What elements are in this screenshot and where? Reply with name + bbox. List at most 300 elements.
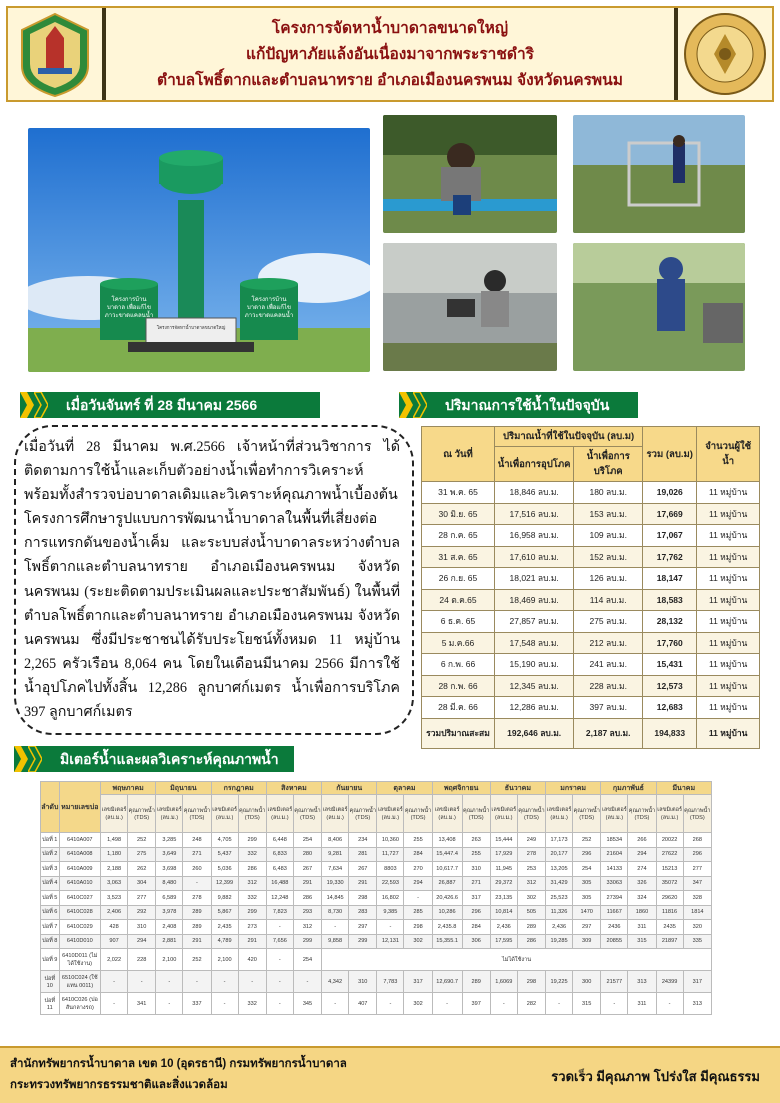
meter-subheader-tds: คุณภาพน้ำ (TDS) xyxy=(573,795,601,833)
meter-subheader-tds: คุณภาพน้ำ (TDS) xyxy=(183,795,211,833)
usage-cell: 11 หมู่บ้าน xyxy=(697,697,760,719)
meter-cell: 2435 xyxy=(656,920,683,935)
meter-month-header: มิถุนายน xyxy=(156,782,211,795)
meter-cell: ปอที่ 6 xyxy=(41,905,60,920)
usage-cell: 28,132 xyxy=(643,611,697,633)
meter-cell: 13,408 xyxy=(432,833,462,848)
meter-cell: 2,100 xyxy=(156,949,183,971)
meter-cell: 294 xyxy=(404,876,432,891)
meter-cell: 7,783 xyxy=(377,971,404,993)
meter-cell: 270 xyxy=(404,862,432,877)
meter-cell: 6410C029 xyxy=(59,920,100,935)
meter-cell: 289 xyxy=(517,920,545,935)
meter-cell: 907 xyxy=(101,934,128,949)
usage-row xyxy=(422,525,760,547)
usage-cell: 153 ลบ.ม. xyxy=(574,503,643,525)
meter-cell: 302 xyxy=(404,934,432,949)
meter-subheader-meter: เลขมิเตอร์ (ลบ.ม.) xyxy=(266,795,293,833)
meter-cell: 2,435.8 xyxy=(432,920,462,935)
meter-row xyxy=(41,971,712,993)
meter-header-row xyxy=(41,782,712,795)
meter-subheader-meter: เลขมิเตอร์ (ลบ.ม.) xyxy=(656,795,683,833)
meter-cell: 11816 xyxy=(656,905,683,920)
usage-cell: 28 ก.ค. 65 xyxy=(422,525,495,547)
meter-cell: 298 xyxy=(349,891,377,906)
meter-cell: 2,436 xyxy=(490,920,517,935)
meter-cell: 16,802 xyxy=(377,891,404,906)
meter-cell: 20855 xyxy=(601,934,628,949)
meter-cell: 302 xyxy=(517,891,545,906)
meter-cell: 278 xyxy=(517,847,545,862)
meter-row xyxy=(41,993,712,1015)
col-villages: จำนวนผู้ใช้น้ำ xyxy=(697,427,760,482)
usage-cell: 18,846 ลบ.ม. xyxy=(495,482,574,504)
meter-cell: 262 xyxy=(128,862,156,877)
meter-cell: 17,929 xyxy=(490,847,517,862)
meter-cell: 306 xyxy=(462,934,490,949)
meter-cell: 25,523 xyxy=(546,891,573,906)
meter-cell: 1,498 xyxy=(101,833,128,848)
meter-cell: 302 xyxy=(404,993,432,1015)
meter-cell: 35072 xyxy=(656,876,683,891)
meter-cell: 17,173 xyxy=(546,833,573,848)
col-total: รวม (ลบ.ม) xyxy=(643,427,697,482)
meter-cell: 312 xyxy=(293,920,321,935)
meter-cell: 248 xyxy=(183,833,211,848)
meter-cell: 8803 xyxy=(377,862,404,877)
meter-subheader-meter: เลขมิเตอร์ (ลบ.ม.) xyxy=(211,795,238,833)
usage-cell: 5 ม.ค.66 xyxy=(422,632,495,654)
meter-subheader-tds: คุณภาพน้ำ (TDS) xyxy=(293,795,321,833)
meter-cell: 11,727 xyxy=(377,847,404,862)
chevron-icon xyxy=(34,392,48,418)
usage-cell: 17,669 xyxy=(643,503,697,525)
meter-cell: 317 xyxy=(683,971,711,993)
usage-cell: 212 ลบ.ม. xyxy=(574,632,643,654)
meter-col-code: หมายเลขบ่อ xyxy=(59,782,100,833)
meter-cell: 285 xyxy=(404,905,432,920)
left-emblem xyxy=(8,8,106,100)
col-date: ณ วันที่ xyxy=(422,427,495,482)
meter-cell: 280 xyxy=(293,847,321,862)
usage-cell: 11 หมู่บ้าน xyxy=(697,525,760,547)
meter-cell: 4,342 xyxy=(322,971,349,993)
meter-month-header: ธันวาคม xyxy=(490,782,545,795)
meter-cell: 26,887 xyxy=(432,876,462,891)
meter-cell: 271 xyxy=(462,876,490,891)
usage-cell: 28 มี.ค. 66 xyxy=(422,697,495,719)
meter-cell: ปอที่ 11 xyxy=(41,993,60,1015)
meter-cell: 505 xyxy=(517,905,545,920)
meter-cell: 337 xyxy=(183,993,211,1015)
meter-cell: 10,814 xyxy=(490,905,517,920)
meter-cell: 2,188 xyxy=(101,862,128,877)
footer-agency xyxy=(10,1054,440,1096)
meter-row xyxy=(41,862,712,877)
meter-cell: - xyxy=(322,993,349,1015)
col-consume: น้ำเพื่อการอุปโภค xyxy=(495,447,574,482)
meter-cell: 255 xyxy=(462,847,490,862)
meter-cell: 12,690.7 xyxy=(432,971,462,993)
meter-cell: 286 xyxy=(293,891,321,906)
meter-cell: 31,429 xyxy=(546,876,573,891)
meter-cell: 345 xyxy=(293,993,321,1015)
usage-cell: 17,516 ลบ.ม. xyxy=(495,503,574,525)
meter-cell: 33063 xyxy=(601,876,628,891)
meter-cell: 9,385 xyxy=(377,905,404,920)
usage-banner-text: ปริมาณการใช้น้ำในปัจจุบัน xyxy=(445,397,610,413)
meter-cell: 263 xyxy=(462,833,490,848)
meter-cell: ปอที่ 2 xyxy=(41,847,60,862)
meter-cell: 6,483 xyxy=(266,862,293,877)
usage-row xyxy=(422,482,760,504)
usage-cell: 241 ลบ.ม. xyxy=(574,654,643,676)
meter-row xyxy=(41,949,712,971)
meter-month-header: กรกฎาคม xyxy=(211,782,266,795)
usage-cell: 12,683 xyxy=(643,697,697,719)
meter-cell: 27622 xyxy=(656,847,683,862)
usage-row xyxy=(422,675,760,697)
meter-cell: 332 xyxy=(238,993,266,1015)
meter-cell: 332 xyxy=(238,891,266,906)
usage-sum-cell: 194,833 xyxy=(643,718,697,748)
meter-table xyxy=(40,781,712,1015)
meter-cell: 9,281 xyxy=(322,847,349,862)
meter-banner xyxy=(14,746,294,772)
meter-cell: 310 xyxy=(128,920,156,935)
meter-cell: 234 xyxy=(349,833,377,848)
meter-subheader-meter: เลขมิเตอร์ (ลบ.ม.) xyxy=(377,795,404,833)
title-line-1: โครงการจัดหาน้ำบาดาลขนาดใหญ่ xyxy=(271,20,509,37)
meter-cell: 3,523 xyxy=(101,891,128,906)
usage-cell: 28 ก.พ. 66 xyxy=(422,675,495,697)
meter-cell: 20022 xyxy=(656,833,683,848)
meter-subheader-tds: คุณภาพน้ำ (TDS) xyxy=(404,795,432,833)
meter-cell: 11,326 xyxy=(546,905,573,920)
meter-cell: 6510C024 (ใช้แทน 0011) xyxy=(59,971,100,993)
meter-cell: 8,480 xyxy=(156,876,183,891)
usage-banner xyxy=(399,392,638,418)
meter-subheader-meter: เลขมิเตอร์ (ลบ.ม.) xyxy=(490,795,517,833)
usage-cell: 275 ลบ.ม. xyxy=(574,611,643,633)
meter-cell: 252 xyxy=(183,949,211,971)
meter-cell: 317 xyxy=(404,971,432,993)
meter-month-header: พฤษภาคม xyxy=(101,782,156,795)
usage-sum-cell: 11 หมู่บ้าน xyxy=(697,718,760,748)
meter-cell: 284 xyxy=(404,847,432,862)
meter-cell: 6410D010 xyxy=(59,934,100,949)
meter-cell: 326 xyxy=(628,876,656,891)
meter-cell: 10,617.7 xyxy=(432,862,462,877)
meter-cell: - xyxy=(266,949,293,971)
usage-cell: 11 หมู่บ้าน xyxy=(697,611,760,633)
meter-cell: 21897 xyxy=(656,934,683,949)
meter-cell: - xyxy=(183,971,211,993)
meter-cell: 2,436 xyxy=(546,920,573,935)
meter-cell: - xyxy=(266,920,293,935)
meter-cell: - xyxy=(266,993,293,1015)
meter-subheader-tds: คุณภาพน้ำ (TDS) xyxy=(628,795,656,833)
meter-cell: 298 xyxy=(404,920,432,935)
meter-cell: 1,180 xyxy=(101,847,128,862)
usage-cell: 11 หมู่บ้าน xyxy=(697,503,760,525)
meter-cell: 267 xyxy=(349,862,377,877)
usage-cell: 11 หมู่บ้าน xyxy=(697,632,760,654)
usage-cell: 18,147 xyxy=(643,568,697,590)
meter-cell: 273 xyxy=(238,920,266,935)
meter-cell: 2,408 xyxy=(156,920,183,935)
meter-cell: - xyxy=(128,971,156,993)
meter-cell: 281 xyxy=(349,847,377,862)
footer-line-2: กระทรวงทรัพยากรธรรมชาติและสิ่งแวดล้อม xyxy=(10,1079,228,1091)
meter-cell: 12,399 xyxy=(211,876,238,891)
footer-line-1: สำนักทรัพยากรน้ำบาดาล เขต 10 (อุดรธานี) กรมทรัพยากรน้ำบาดาล xyxy=(10,1058,347,1070)
usage-row xyxy=(422,589,760,611)
meter-row xyxy=(41,905,712,920)
meter-cell: 266 xyxy=(628,833,656,848)
meter-cell: 260 xyxy=(183,862,211,877)
meter-cell: 305 xyxy=(573,891,601,906)
meter-cell: 299 xyxy=(349,934,377,949)
meter-cell: 297 xyxy=(573,920,601,935)
meter-month-header: ตุลาคม xyxy=(377,782,432,795)
meter-subheader-meter: เลขมิเตอร์ (ลบ.ม.) xyxy=(322,795,349,833)
footer-slogan: รวดเร็ว มีคุณภาพ โปร่งใส มีคุณธรรม xyxy=(551,1069,760,1084)
title-line-3: ตำบลโพธิ์ตากและตำบลนาทราย อำเภอเมืองนครพนม จังหวัดนครพนม xyxy=(157,72,623,89)
title-line-2: แก้ปัญหาภัยแล้งอันเนื่องมาจากพระราชดำริ xyxy=(246,46,534,63)
meter-cell: - xyxy=(322,920,349,935)
usage-cell: 12,286 ลบ.ม. xyxy=(495,697,574,719)
meter-cell: 21577 xyxy=(601,971,628,993)
usage-row xyxy=(422,611,760,633)
meter-cell: 312 xyxy=(238,876,266,891)
usage-cell: 12,345 ลบ.ม. xyxy=(495,675,574,697)
meter-cell: 254 xyxy=(573,862,601,877)
meter-cell: 274 xyxy=(628,862,656,877)
usage-cell: 126 ลบ.ม. xyxy=(574,568,643,590)
chevron-icon xyxy=(28,746,42,772)
meter-cell: 296 xyxy=(683,847,711,862)
meter-cell: - xyxy=(183,876,211,891)
meter-cell: ปอที่ 7 xyxy=(41,920,60,935)
meter-row xyxy=(41,847,712,862)
meter-subheader-tds: คุณภาพน้ำ (TDS) xyxy=(349,795,377,833)
meter-cell: 292 xyxy=(128,905,156,920)
meter-cell: 278 xyxy=(183,891,211,906)
meter-cell: ปอที่ 9 xyxy=(41,949,60,971)
meter-cell: 289 xyxy=(183,905,211,920)
meter-cell: - xyxy=(101,971,128,993)
meter-cell: 6,833 xyxy=(266,847,293,862)
meter-cell: 299 xyxy=(238,833,266,848)
meter-cell: 3,698 xyxy=(156,862,183,877)
meter-cell: - xyxy=(211,993,238,1015)
meter-cell: 297 xyxy=(349,920,377,935)
photo-staff-valve xyxy=(383,115,557,233)
usage-row xyxy=(422,568,760,590)
meter-cell: 29620 xyxy=(656,891,683,906)
meter-cell: - xyxy=(656,993,683,1015)
meter-cell: 2,435 xyxy=(211,920,238,935)
description-text: เมื่อวันที่ 28 มีนาคม พ.ศ.2566 เจ้าหน้าที่ส่วนวิชาการ ได้ติดตามการใช้น้ำและเก็บตัวอย่างน้ำเพื่อทำการวิเคราะห์ พร้อมทั้งสำรวจบ่อบาดาลเดิมและวิเคราะห์คุณภาพน้ำเบื้องต้น โครงการศึกษารูปแบบการพัฒนาน้ำบาดาลในพื้นที่เสี่ยงต่อการแทรกดันของน้ำเค็ม และระบบส่งน้ำบาดาลระหว่างตำบลโพธิ์ตากและตำบลนาทราย อำเภอเมืองนครพนม จังหวัดนครพนม (ระยะติดตามประเมินผลและประชาสัมพันธ์) ในพื้นที่ตำบลโพธิ์ตากและตำบลนาทราย อำเภอเมืองนครพนม จังหวัดนครพนม ซึ่งมีประชาชนได้รับประโยชน์ทั้งหมด 11 หมู่บ้าน 2,265 ครัวเรือน 8,064 คน โดยในเดือนมีนาคม 2566 มีการใช้น้ำอุปโภคไปทั้งสิ้น 12,286 ลูกบาศก์เมตร น้ำเพื่อการบริโภค 397 ลูกบาศก์เมตร xyxy=(24,439,400,721)
meter-subheader-tds: คุณภาพน้ำ (TDS) xyxy=(517,795,545,833)
usage-cell: 11 หมู่บ้าน xyxy=(697,568,760,590)
meter-cell: 284 xyxy=(462,920,490,935)
meter-cell: 299 xyxy=(238,905,266,920)
meter-cell: 4,705 xyxy=(211,833,238,848)
meter-col-order: ลำดับ xyxy=(41,782,60,833)
groundwater-department-logo-icon xyxy=(678,8,772,100)
meter-cell: 294 xyxy=(628,847,656,862)
provincial-seal-icon xyxy=(8,8,102,100)
usage-cell: 30 มิ.ย. 65 xyxy=(422,503,495,525)
meter-cell: 2,406 xyxy=(101,905,128,920)
date-banner xyxy=(20,392,320,418)
meter-cell: 311 xyxy=(628,920,656,935)
usage-cell: 27,857 ลบ.ม. xyxy=(495,611,574,633)
usage-cell: 15,431 xyxy=(643,654,697,676)
meter-cell: - xyxy=(156,971,183,993)
meter-cell: 21604 xyxy=(601,847,628,862)
main-photo-water-tower xyxy=(28,128,370,372)
meter-cell: 29,372 xyxy=(490,876,517,891)
meter-cell: 6,448 xyxy=(266,833,293,848)
usage-cell: 152 ลบ.ม. xyxy=(574,546,643,568)
meter-row xyxy=(41,920,712,935)
meter-cell: 315 xyxy=(628,934,656,949)
meter-subheader-meter: เลขมิเตอร์ (ลบ.ม.) xyxy=(156,795,183,833)
water-usage-table xyxy=(421,426,760,749)
meter-cell: 299 xyxy=(293,934,321,949)
meter-cell: 6410D011 (ไม่ได้ใช้งาน) xyxy=(59,949,100,971)
meter-cell: 249 xyxy=(517,833,545,848)
meter-cell: 5,437 xyxy=(211,847,238,862)
meter-subheader-tds: คุณภาพน้ำ (TDS) xyxy=(683,795,711,833)
usage-cell: 11 หมู่บ้าน xyxy=(697,654,760,676)
usage-cell: 17,067 xyxy=(643,525,697,547)
meter-cell: ปอที่ 10 xyxy=(41,971,60,993)
meter-row xyxy=(41,833,712,848)
meter-cell: 13,205 xyxy=(546,862,573,877)
meter-cell: 15,355.1 xyxy=(432,934,462,949)
date-banner-text: เมื่อวันจันทร์ ที่ 28 มีนาคม 2566 xyxy=(66,397,258,413)
meter-row xyxy=(41,934,712,949)
meter-cell: 291 xyxy=(349,876,377,891)
usage-cell: 18,021 ลบ.ม. xyxy=(495,568,574,590)
meter-cell: 420 xyxy=(238,949,266,971)
usage-sum-row xyxy=(422,718,760,748)
usage-cell: 11 หมู่บ้าน xyxy=(697,589,760,611)
meter-cell: 6410A009 xyxy=(59,862,100,877)
meter-subheader-tds: คุณภาพน้ำ (TDS) xyxy=(238,795,266,833)
meter-cell: 6410A008 xyxy=(59,847,100,862)
meter-cell: 2,022 xyxy=(101,949,128,971)
meter-cell: 6410C028 xyxy=(59,905,100,920)
usage-cell: 6 ก.พ. 66 xyxy=(422,654,495,676)
meter-cell: 6410C027 xyxy=(59,891,100,906)
meter-cell: - xyxy=(490,993,517,1015)
meter-cell: 253 xyxy=(517,862,545,877)
usage-cell: 17,610 ลบ.ม. xyxy=(495,546,574,568)
usage-cell: 18,583 xyxy=(643,589,697,611)
usage-cell: 31 ส.ค. 65 xyxy=(422,546,495,568)
meter-cell: - xyxy=(404,891,432,906)
col-drink: น้ำเพื่อการบริโภค xyxy=(574,447,643,482)
usage-cell: 17,760 xyxy=(643,632,697,654)
meter-cell: 294 xyxy=(128,934,156,949)
meter-cell: 14,845 xyxy=(322,891,349,906)
usage-cell: 11 หมู่บ้าน xyxy=(697,675,760,697)
meter-cell: 2436 xyxy=(601,920,628,935)
meter-cell: 5,867 xyxy=(211,905,238,920)
meter-cell: 19,285 xyxy=(546,934,573,949)
meter-cell: 6,589 xyxy=(156,891,183,906)
meter-cell: 267 xyxy=(293,862,321,877)
meter-row xyxy=(41,876,712,891)
meter-cell: 313 xyxy=(683,993,711,1015)
meter-cell: 228 xyxy=(128,949,156,971)
meter-month-header: กุมภาพันธ์ xyxy=(601,782,656,795)
meter-cell: ปอที่ 5 xyxy=(41,891,60,906)
meter-cell: ปอที่ 1 xyxy=(41,833,60,848)
usage-cell: 12,573 xyxy=(643,675,697,697)
meter-cell: 254 xyxy=(293,833,321,848)
sign-center-text: โครงการจัดหาน้ำบาดาลขนาดใหญ่ xyxy=(156,325,226,330)
meter-note-cell: ไม่ได้ใช้งาน xyxy=(322,949,712,971)
meter-subheader-meter: เลขมิเตอร์ (ลบ.ม.) xyxy=(601,795,628,833)
usage-cell: 18,469 ลบ.ม. xyxy=(495,589,574,611)
usage-cell: 11 หมู่บ้าน xyxy=(697,482,760,504)
meter-cell: 254 xyxy=(293,949,321,971)
usage-cell: 11 หมู่บ้าน xyxy=(697,546,760,568)
meter-cell: 315 xyxy=(573,993,601,1015)
meter-cell: 293 xyxy=(293,905,321,920)
meter-cell: 335 xyxy=(683,934,711,949)
usage-row xyxy=(422,503,760,525)
meter-cell: 23,135 xyxy=(490,891,517,906)
meter-cell: 15213 xyxy=(656,862,683,877)
meter-cell: 12,248 xyxy=(266,891,293,906)
meter-cell: 324 xyxy=(628,891,656,906)
usage-cell: 397 ลบ.ม. xyxy=(574,697,643,719)
usage-sum-cell: รวมปริมาณสะสม xyxy=(422,718,495,748)
meter-cell: 311 xyxy=(628,993,656,1015)
meter-cell: 310 xyxy=(349,971,377,993)
meter-cell: 320 xyxy=(683,920,711,935)
meter-cell: 341 xyxy=(128,993,156,1015)
usage-row xyxy=(422,632,760,654)
meter-cell: 8,730 xyxy=(322,905,349,920)
meter-cell: 2,100 xyxy=(211,949,238,971)
meter-cell: 20,426.6 xyxy=(432,891,462,906)
meter-cell: 20,177 xyxy=(546,847,573,862)
meter-cell: 291 xyxy=(293,876,321,891)
meter-cell: 19,330 xyxy=(322,876,349,891)
meter-month-header: สิงหาคม xyxy=(266,782,321,795)
meter-cell: 15,444 xyxy=(490,833,517,848)
meter-cell: - xyxy=(377,993,404,1015)
meter-subheader-meter: เลขมิเตอร์ (ลบ.ม.) xyxy=(101,795,128,833)
meter-cell: - xyxy=(211,971,238,993)
meter-cell: ปอที่ 4 xyxy=(41,876,60,891)
meter-cell: 328 xyxy=(683,891,711,906)
meter-cell: - xyxy=(293,971,321,993)
meter-cell: 1470 xyxy=(573,905,601,920)
meter-cell: 15,447.4 xyxy=(432,847,462,862)
usage-cell: 19,026 xyxy=(643,482,697,504)
meter-cell: - xyxy=(101,993,128,1015)
meter-cell: 2,881 xyxy=(156,934,183,949)
